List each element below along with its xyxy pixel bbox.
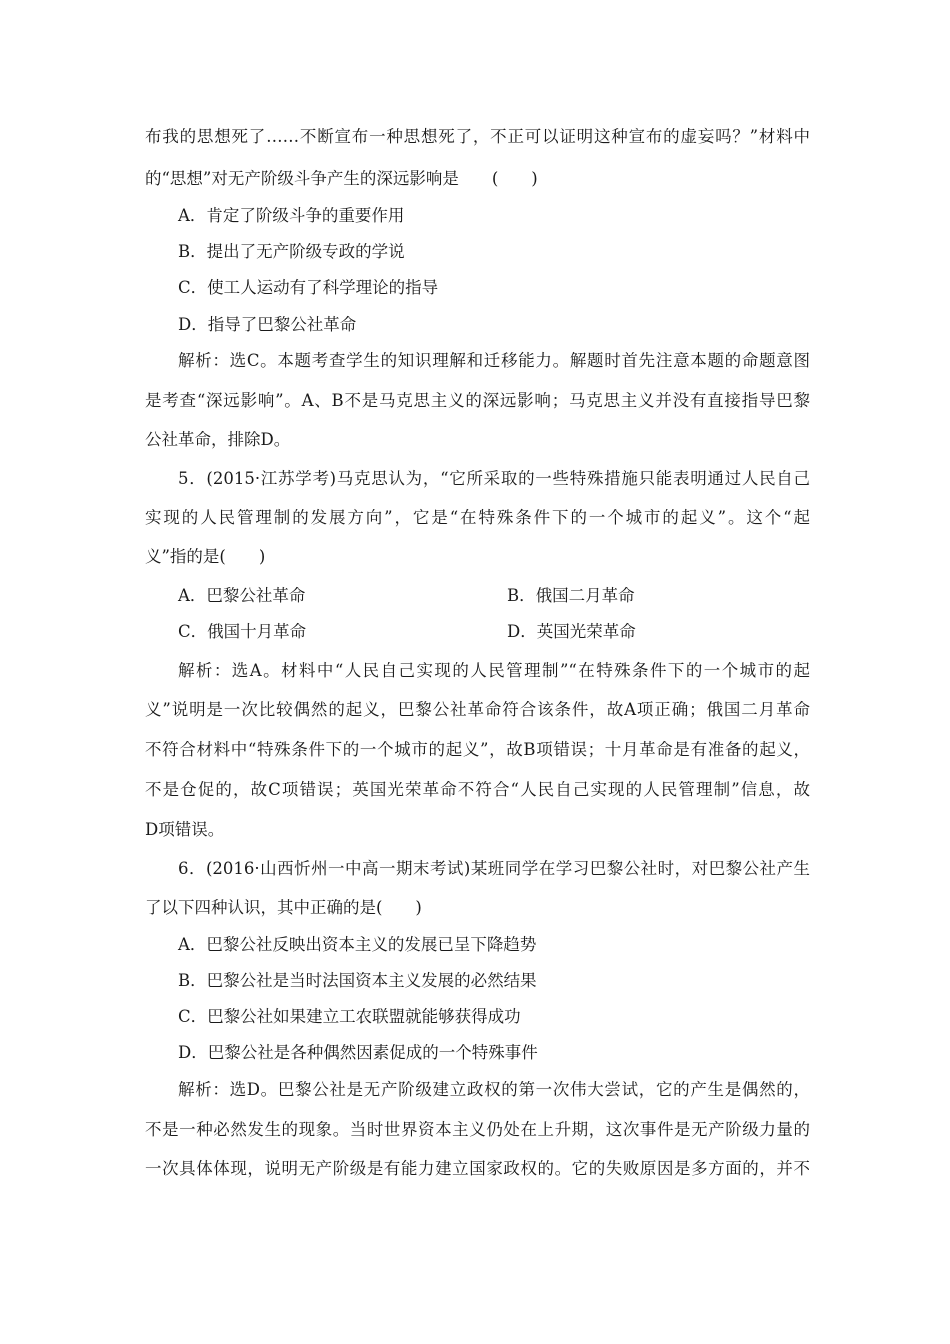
q5-analysis-line: D项错误。 [145,820,225,839]
q6-option-a: A．巴黎公社反映出资本主义的发展已呈下降趋势 [178,935,537,954]
q5-option-d: D．英国光荣革命 [507,622,636,641]
q6-analysis-line: 不是一种必然发生的现象。当时世界资本主义仍处在上升期，这次事件是无产阶级力量的 [145,1120,810,1139]
q5-analysis-line: 义”说明是一次比较偶然的起义，巴黎公社革命符合该条件，故A项正确；俄国二月革命 [145,700,810,719]
q4-stem-line: 布我的思想死了……不断宣布一种思想死了，不正可以证明这种宣布的虚妄吗？”材料中 [145,127,810,146]
q4-option-c: C．使工人运动有了科学理论的指导 [178,278,439,297]
q6-stem-line: 了以下四种认识，其中正确的是( ) [145,898,422,917]
q6-option-c: C．巴黎公社如果建立工农联盟就能够获得成功 [178,1007,521,1026]
q6-option-d: D．巴黎公社是各种偶然因素促成的一个特殊事件 [178,1043,538,1062]
q6-option-b: B．巴黎公社是当时法国资本主义发展的必然结果 [178,971,537,990]
q5-option-a: A．巴黎公社革命 [178,586,306,605]
q5-option-c: C．俄国十月革命 [178,622,307,641]
q6-analysis-line: 解析：选D。巴黎公社是无产阶级建立政权的第一次伟大尝试，它的产生是偶然的， [178,1080,810,1099]
q4-analysis-line: 是考查“深远影响”。A、B不是马克思主义的深远影响；马克思主义并没有直接指导巴黎 [145,391,810,410]
q6-analysis-line: 一次具体体现，说明无产阶级是有能力建立国家政权的。它的失败原因是多方面的，并不 [145,1159,810,1178]
q4-stem-line: 的“思想”对无产阶级斗争产生的深远影响是 ( ) [145,169,538,188]
q4-analysis-line: 解析：选C。本题考查学生的知识理解和迁移能力。解题时首先注意本题的命题意图 [178,351,810,370]
q5-analysis-line: 不是仓促的，故C项错误；英国光荣革命不符合“人民自己实现的人民管理制”信息，故 [145,780,810,799]
q4-option-b: B．提出了无产阶级专政的学说 [178,242,405,261]
q5-analysis-line: 不符合材料中“特殊条件下的一个城市的起义”，故B项错误；十月革命是有准备的起义， [145,740,810,759]
q6-stem-line: 6．(2016·山西忻州一中高一期末考试)某班同学在学习巴黎公社时，对巴黎公社产生 [178,859,810,878]
q5-stem-line: 实现的人民管理制的发展方向”，它是“在特殊条件下的一个城市的起义”。这个“起 [145,508,810,527]
q5-analysis-line: 解析：选A。材料中“人民自己实现的人民管理制”“在特殊条件下的一个城市的起 [178,661,810,680]
q4-option-d: D．指导了巴黎公社革命 [178,315,357,334]
q4-analysis-line: 公社革命，排除D。 [145,430,291,449]
q5-stem-line: 义”指的是( ) [145,547,266,566]
q5-option-b: B．俄国二月革命 [507,586,635,605]
q4-option-a: A．肯定了阶级斗争的重要作用 [178,206,405,225]
q5-stem-line: 5．(2015·江苏学考)马克思认为，“它所采取的一些特殊措施只能表明通过人民自己 [178,469,810,488]
